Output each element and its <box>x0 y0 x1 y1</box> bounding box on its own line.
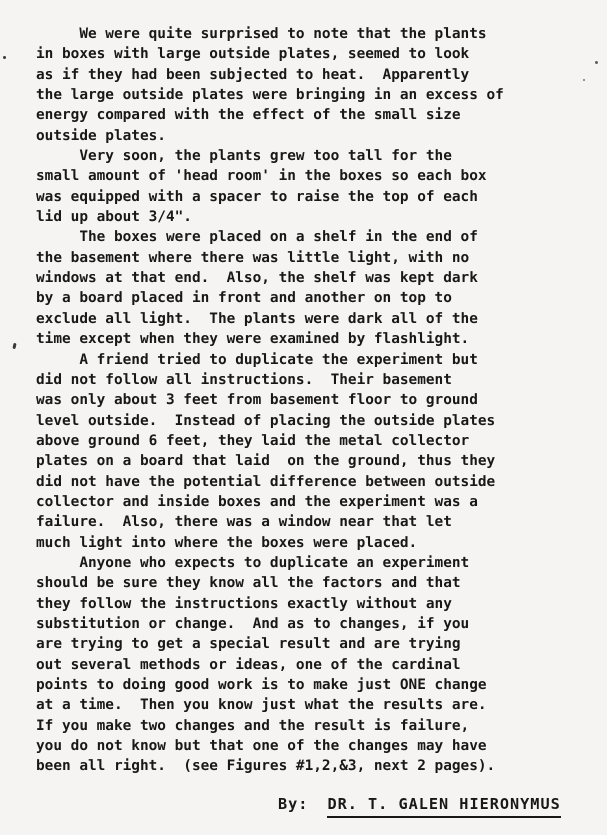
ink-speck <box>583 79 585 81</box>
text-line: did not follow all instructions. Their basement <box>36 371 452 388</box>
text-line: outside plates. <box>36 127 166 144</box>
document-body <box>36 24 607 818</box>
text-line: you do not know but that one of the changes may have <box>36 738 487 755</box>
text-line: Anyone who expects to duplicate an experiment <box>36 554 470 571</box>
text-line: the large outside plates were bringing in an excess of <box>36 87 504 104</box>
text-line: by a board placed in front and another on top to <box>36 290 452 307</box>
text-line: Very soon, the plants grew too tall for the <box>36 148 452 165</box>
text-line: energy compared with the effect of the small size <box>36 107 461 124</box>
text-line: the basement where there was little light, with no <box>36 249 470 266</box>
text-line: substitution or change. And as to changes, if you <box>36 615 470 632</box>
ink-speck <box>3 56 6 59</box>
text-line: was equipped with a spacer to raise the top of each <box>36 188 478 205</box>
signature-author: DR. T. GALEN HIERONYMUS <box>327 793 560 818</box>
text-line: much light into where the boxes were placed. <box>36 534 418 551</box>
text-line: out several methods or ideas, one of the cardinal <box>36 656 461 673</box>
text-line: time except when they were examined by flashlight. <box>36 331 470 348</box>
text-line: in boxes with large outside plates, seemed to look <box>36 46 470 63</box>
signature-line <box>36 793 607 818</box>
text-line: as if they had been subjected to heat. Apparently <box>36 66 470 83</box>
text-line: they follow the instructions exactly without any <box>36 595 452 612</box>
text-line: did not have the potential difference between outside <box>36 473 496 490</box>
text-line: at a time. Then you know just what the results are. <box>36 697 487 714</box>
text-line: was only about 3 feet from basement floor to ground <box>36 392 478 409</box>
signature-by-label: By: <box>278 794 309 813</box>
text-line: plates on a board that laid on the ground, thus they <box>36 453 496 470</box>
text-line: points to doing good work is to make just ONE change <box>36 677 487 693</box>
text-line: We were quite surprised to note that the plants <box>36 26 487 42</box>
ink-speck <box>12 343 16 349</box>
text-line: been all right. (see Figures #1,2,&3, next 2 pages). <box>36 758 496 775</box>
text-line: are trying to get a special result and are trying <box>36 636 461 653</box>
text-line: above ground 6 feet, they laid the metal collector <box>36 432 470 449</box>
text-line: exclude all light. The plants were dark all of the <box>36 310 478 327</box>
ink-speck <box>595 61 598 64</box>
text-line: The boxes were placed on a shelf in the end of <box>36 229 478 246</box>
text-line: failure. Also, there was a window near that let <box>36 514 452 531</box>
text-line: If you make two changes and the result is failure, <box>36 717 470 734</box>
text-line: should be sure they know all the factors and that <box>36 575 461 592</box>
text-line: collector and inside boxes and the experiment was a <box>36 493 478 510</box>
text-line: small amount of 'head room' in the boxes so each box <box>36 168 487 185</box>
text-line: A friend tried to duplicate the experiment but <box>36 351 478 368</box>
text-line: lid up about 3/4". <box>36 209 192 226</box>
text-line: level outside. Instead of placing the outside plates <box>36 412 496 429</box>
text-line: windows at that end. Also, the shelf was kept dark <box>36 270 478 287</box>
